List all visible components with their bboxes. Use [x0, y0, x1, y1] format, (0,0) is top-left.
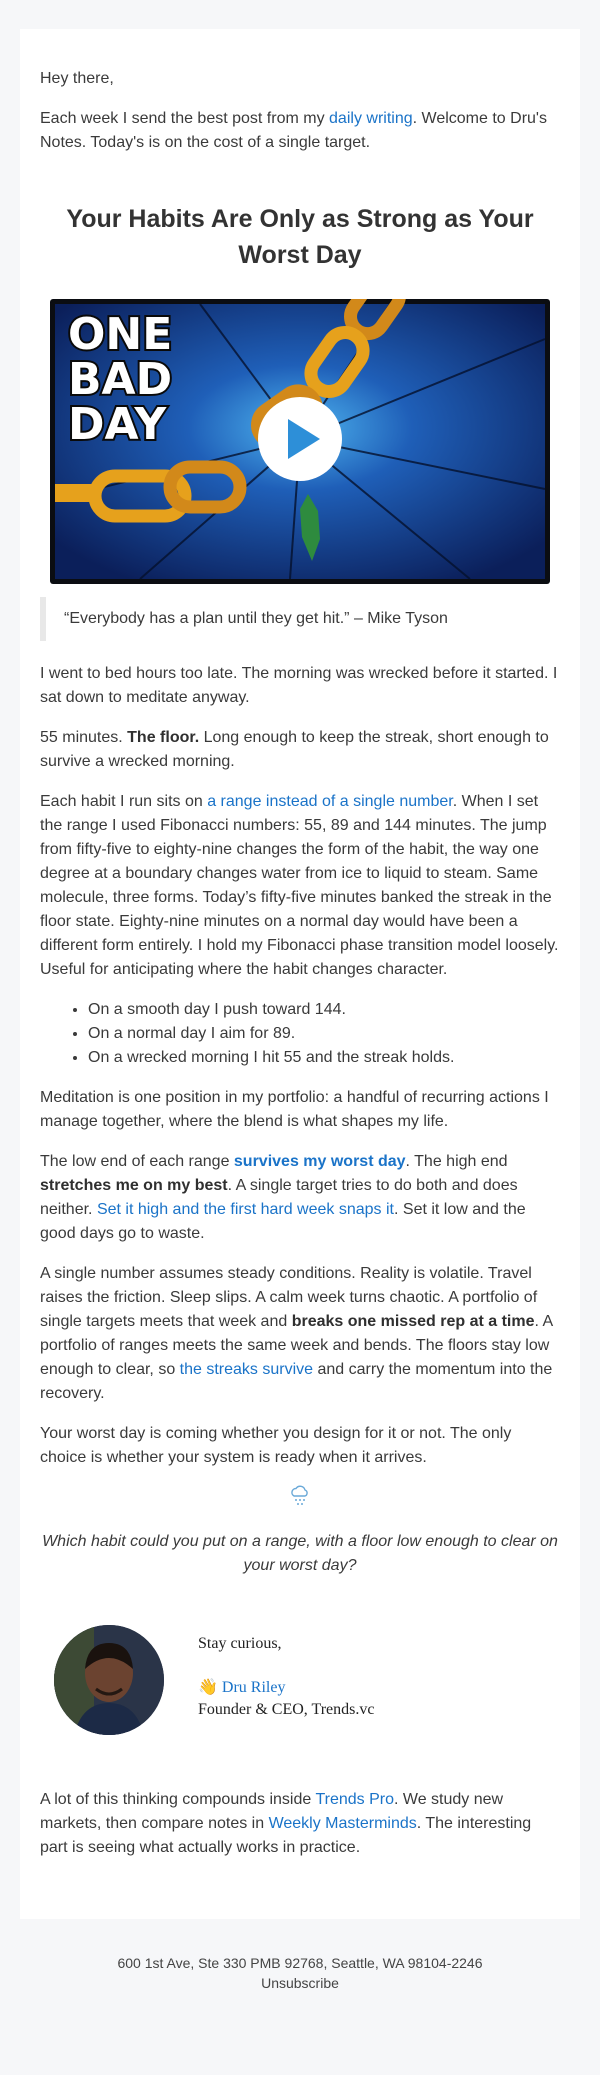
divider [40, 1485, 560, 1512]
video-thumbnail-art [50, 299, 550, 584]
greeting-text: Hey there, [40, 70, 114, 87]
para-6 [40, 1262, 560, 1406]
email-card [20, 29, 580, 1919]
wave-icon: 👋 [198, 1679, 218, 1696]
weekly-masterminds-link[interactable]: Weekly Masterminds [268, 1815, 417, 1832]
para-1-text: I went to bed hours too late. The morning was wrecked before it started. I sat down to meditate anyway. [40, 665, 558, 706]
streaks-survive-link[interactable]: the streaks survive [179, 1361, 314, 1378]
para-5 [40, 1150, 560, 1246]
para-4 [40, 1086, 560, 1134]
worst-day-link[interactable]: survives my worst day [233, 1153, 406, 1170]
intro-text: Each week I send the best post from my daily writing. Welcome to Dru's Notes. Today's is on the cost of a single target. [40, 110, 547, 151]
para-5-bold: stretches me on my best [40, 1177, 228, 1194]
closing-text: A lot of this thinking compounds inside Trends Pro. We study new markets, then compare notes in Weekly Masterminds. The interesting part is seeing what actually works in practice. [40, 1791, 532, 1856]
footer [0, 1953, 600, 1993]
closing-question [40, 1530, 560, 1578]
list-item: • On a wrecked morning I hit 55 and the streak holds. [88, 1046, 560, 1070]
intro [40, 107, 560, 155]
para-7 [40, 1422, 560, 1470]
bullet-list [40, 998, 560, 1070]
para-4-text: Meditation is one position in my portfolio: a handful of recurring actions I manage together, where the blend is what shapes my life. [40, 1089, 549, 1130]
trends-pro-link[interactable]: Trends Pro [315, 1791, 394, 1808]
question-text: Which habit could you put on a range, with a floor low enough to clear on your worst day? [42, 1533, 558, 1574]
signature-block [198, 1633, 374, 1721]
chain-end [55, 484, 100, 502]
unsubscribe-link[interactable]: Unsubscribe [261, 1975, 339, 1991]
author-role: Founder & CEO, Trends.vc [198, 1701, 375, 1718]
avatar [54, 1625, 164, 1735]
play-icon[interactable] [258, 397, 342, 481]
set-it-high-link[interactable]: Set it high and the first hard week snaps it [96, 1201, 394, 1218]
thumb-word-day: DAY [68, 399, 167, 450]
list-item: • On a smooth day I push toward 144. [88, 998, 560, 1022]
para-2 [40, 726, 560, 774]
para-5-text: The low end of each range survives my worst day. The high end stretches me on my best. A single target tries to do both and does neither. Set it high and the first hard week snaps it. Set it low and the good days go to waste. [40, 1153, 526, 1242]
greeting [40, 67, 560, 91]
range-link[interactable]: a range instead of a single number [207, 793, 453, 810]
para-3-text: Each habit I run sits on a range instead of a single number. When I set the range I used Fibonacci numbers: 55, 89 and 144 minutes. The jump from fifty-five to eighty-nine changes the form of the habit, the way one degree at a boundary changes water from ice to liquid to steam. Same molecule, three forms. Today’s fifty-five minutes banked the streak in the floor state. Eighty-nine minutes on a normal day would have been a different form entirely. I hold my Fibonacci phase transition model loosely. Useful for anticipating where the habit changes character. [40, 793, 559, 978]
post-title: Your Habits Are Only as Strong as Your Worst Day [66, 205, 534, 269]
thumb-word-one: ONE [68, 309, 173, 360]
signoff: Stay curious, [198, 1635, 282, 1652]
video-thumbnail[interactable] [50, 299, 550, 584]
quote-text: “Everybody has a plan until they get hit.” – Mike Tyson [64, 610, 448, 627]
para-6-text: A single number assumes steady conditions. Reality is volatile. Travel raises the friction. Sleep slips. A calm week turns chaotic. A portfolio of single targets meets that week and breaks one missed rep at a time. A portfolio of ranges meets the same week and bends. The floors stay low enough to clear, so the streaks survive and carry the momentum into the recovery. [40, 1265, 553, 1402]
author-link[interactable]: Dru Riley [221, 1679, 286, 1696]
footer-unsubscribe-row [0, 1973, 600, 1993]
para-1 [40, 662, 560, 710]
para-2-text: 55 minutes. The floor. Long enough to keep the streak, short enough to survive a wrecked morning. [40, 729, 549, 770]
signature-name-row [198, 1677, 374, 1699]
thumb-text [68, 309, 172, 450]
footer-address: 600 1st Ave, Ste 330 PMB 92768, Seattle, WA 98104-2246 [117, 1955, 483, 1971]
daily-writing-link[interactable]: daily writing [329, 110, 413, 127]
thumb-word-bad: BAD [68, 354, 173, 405]
post-title-wrap [40, 201, 560, 273]
para-2-bold: The floor. [127, 729, 200, 746]
list-item: • On a normal day I aim for 89. [88, 1022, 560, 1046]
snow-cloud-icon [289, 1485, 311, 1507]
para-3 [40, 790, 560, 982]
blockquote [40, 597, 564, 641]
closing-paragraph [40, 1788, 560, 1860]
para-6-bold: breaks one missed rep at a time [291, 1313, 535, 1330]
para-7-text: Your worst day is coming whether you design for it or not. The only choice is whether your system is ready when it arrives. [40, 1425, 512, 1466]
